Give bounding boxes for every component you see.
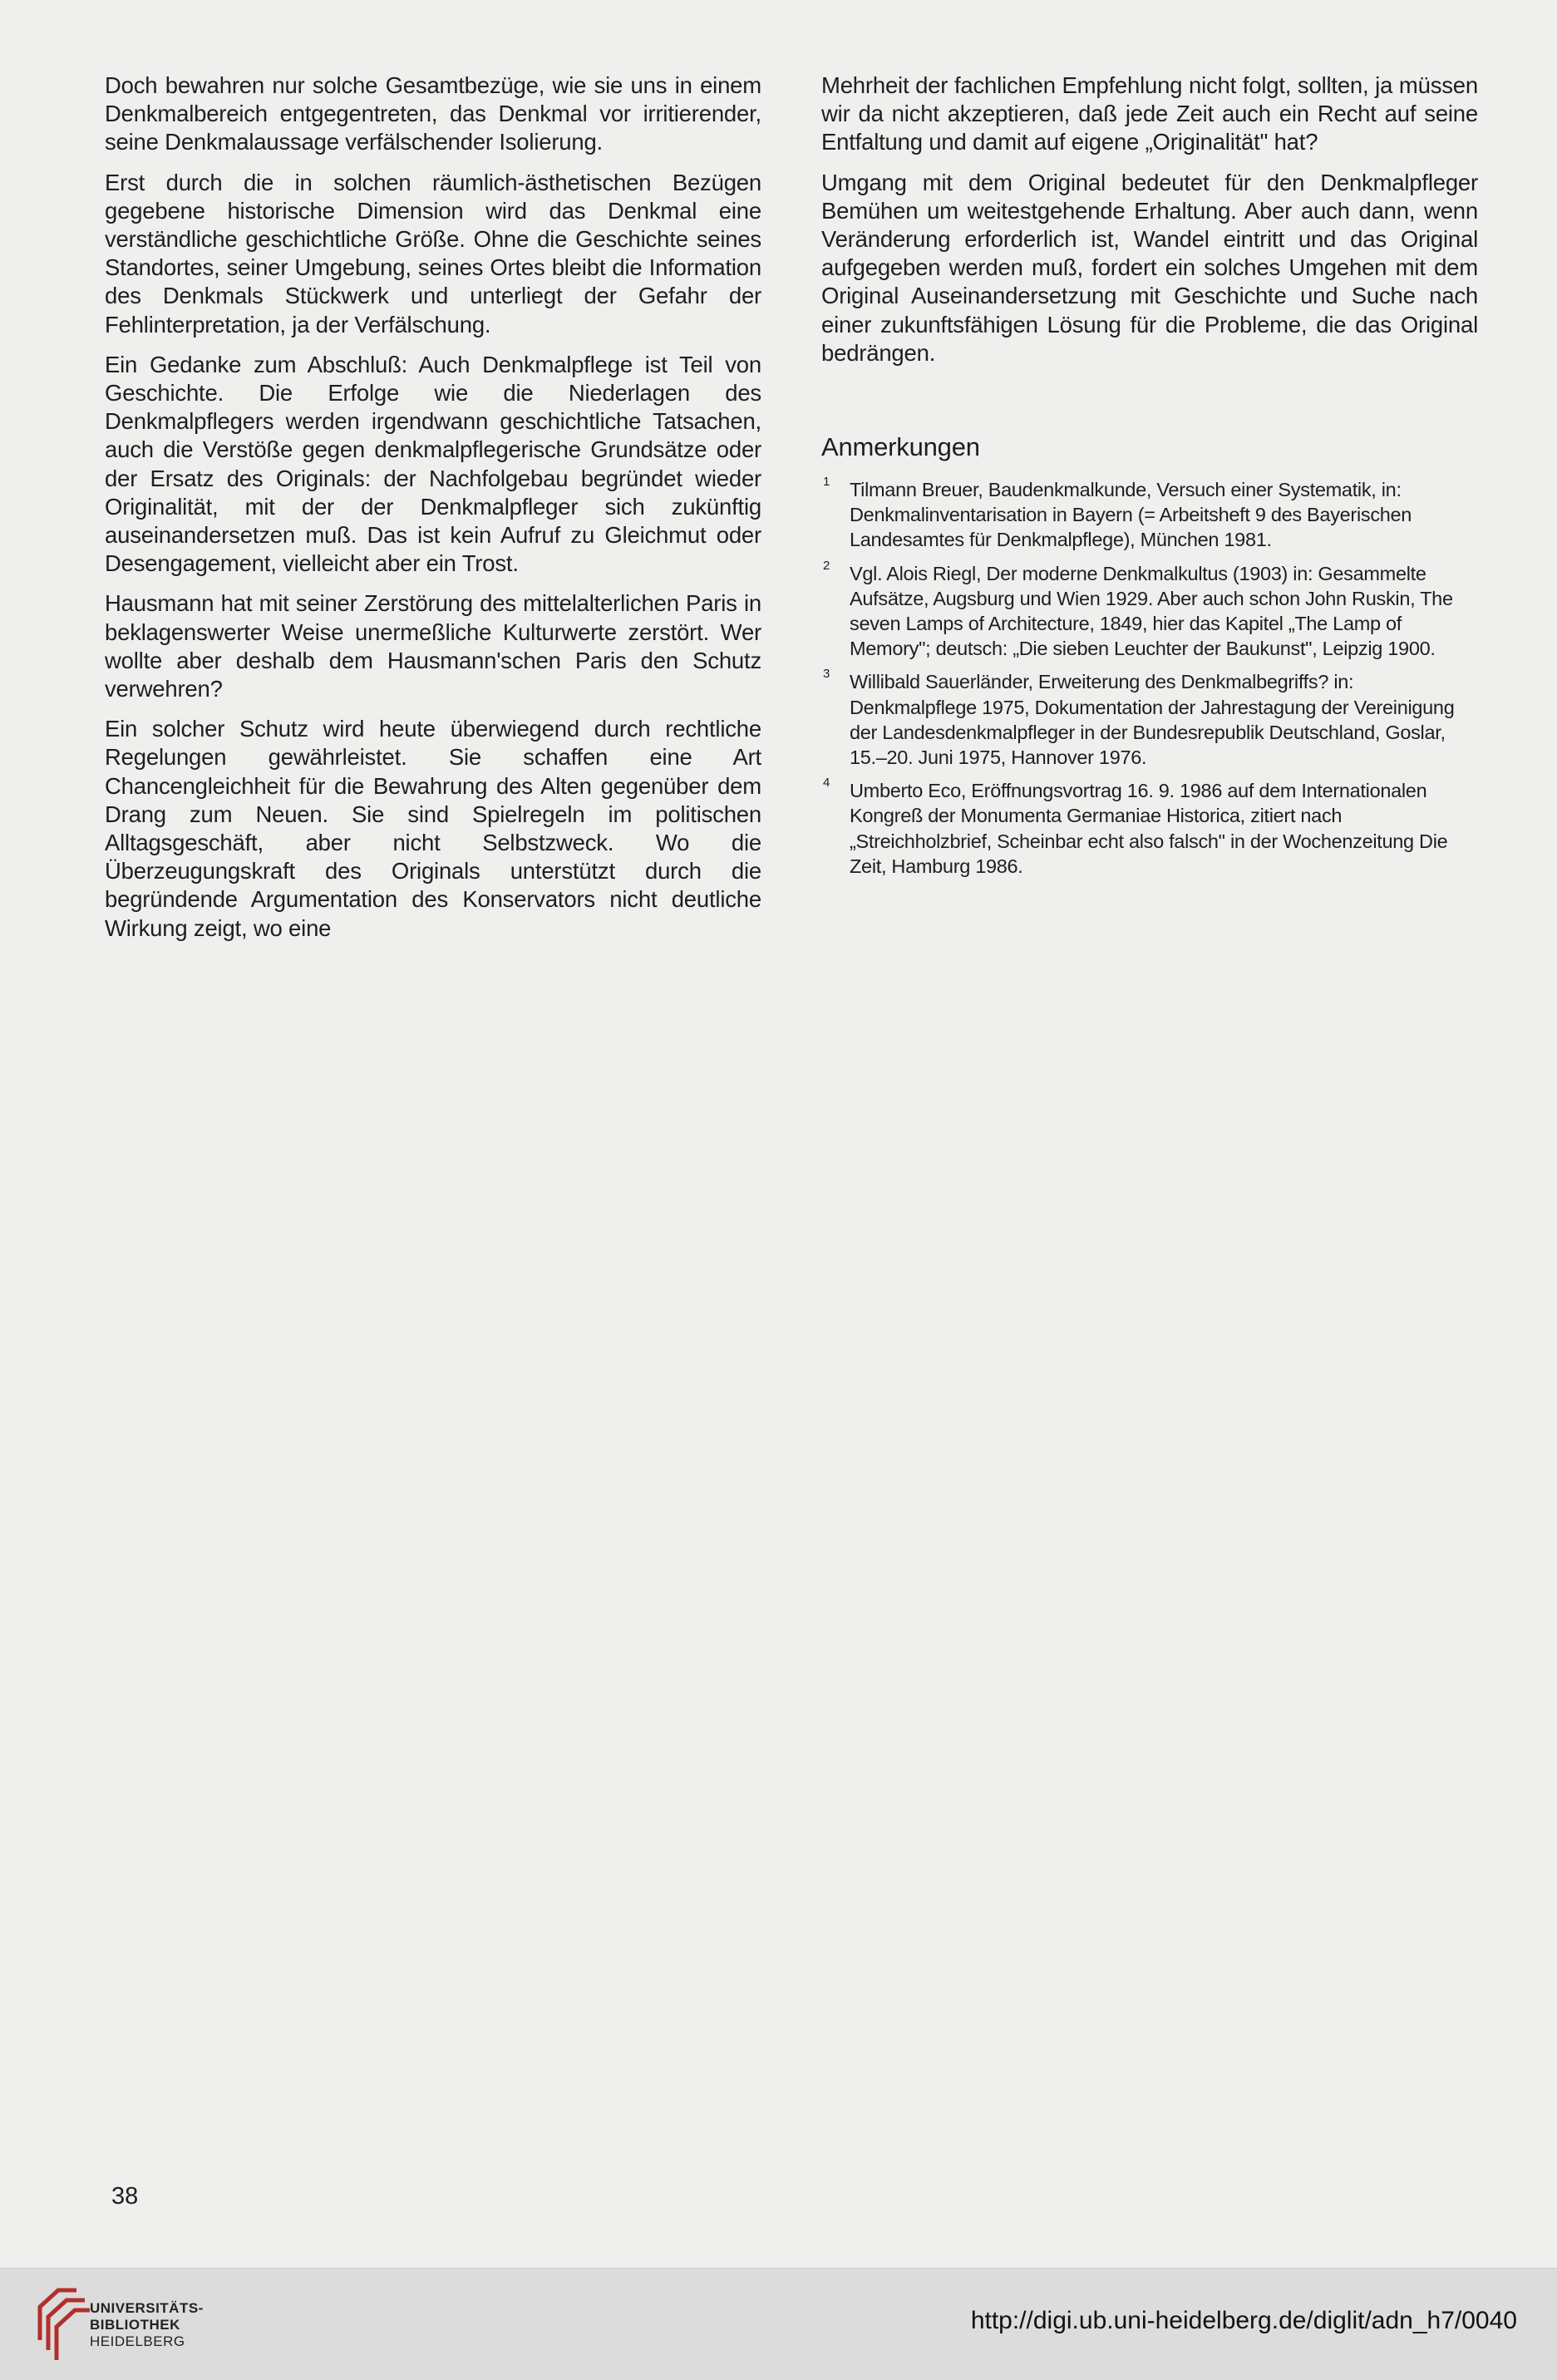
left-column	[105, 71, 761, 954]
library-name-line: HEIDELBERG	[90, 2333, 185, 2349]
permalink-url[interactable]: http://digi.ub.uni-heidelberg.de/diglit/adn_h7/0040	[970, 2307, 1517, 2334]
paragraph: Erst durch die in solchen räumlich-ästhetischen Bezügen gegebene historische Dimension wird das Denkmal eine verständliche geschichtliche Größe. Ohne die Geschichte seines Standortes, seiner Umgebung, seines Ortes bleibt die Information des Denkmals Stückwerk und unterliegt der Gefahr der Fehlinterpretation, ja der Verfälschung.	[105, 169, 761, 338]
footnote	[821, 669, 1478, 770]
right-column	[821, 71, 1478, 887]
footnote-text: Vgl. Alois Riegl, Der moderne Denkmalkultus (1903) in: Gesammelte Aufsätze, Augsburg und Wien 1929. Aber auch schon John Ruskin, The seven Lamps of Architecture, 1849, hier das Kapitel „The Lamp of Memory"; deutsch: „Die sieben Leuchter der Baukunst", Leipzig 1900.	[850, 562, 1453, 660]
paragraph: Mehrheit der fachlichen Empfehlung nicht folgt, sollten, ja müssen wir da nicht akzeptieren, daß jede Zeit auch ein Recht auf seine Entfaltung und damit auf eigene „Originalität" hat?	[821, 72, 1478, 155]
footnote-number: 4	[823, 776, 830, 791]
viewer-footer	[0, 2268, 1557, 2380]
footnote	[821, 558, 1478, 662]
library-logo-icon[interactable]	[33, 2282, 93, 2365]
footnote-text: Tilmann Breuer, Baudenkmalkunde, Versuch einer Systematik, in: Denkmalinventarisation in Bayern (= Arbeitsheft 9 des Bayerischen Landesamtes für Denkmalpflege), München 1981.	[850, 479, 1412, 551]
paragraph: Hausmann hat mit seiner Zerstörung des mittelalterlichen Paris in beklagenswerter Weise unermeßliche Kulturwerte zerstört. Wer wollte aber deshalb dem Hausmann'schen Paris den Schutz verwehren?	[105, 590, 761, 702]
paragraph: Ein Gedanke zum Abschluß: Auch Denkmalpflege ist Teil von Geschichte. Die Erfolge wie die Niederlagen des Denkmalpflegers werden irgendwann geschichtliche Tatsachen, auch die Verstöße gegen denkmalpflegerische Grundsätze oder der Ersatz des Originals: der Nachfolgebau begründet wieder Originalität, mit der der Denkmalpfleger sich zukünftig auseinandersetzen muß. Das ist kein Aufruf zu Gleichmut oder Desengagement, vielleicht aber ein Trost.	[105, 351, 761, 577]
paragraph: Ein solcher Schutz wird heute überwiegend durch rechtliche Regelungen gewährleistet. Sie schaffen eine Art Chancengleichheit für die Bewahrung des Alten gegenüber dem Drang zum Neuen. Sie sind Spielregeln im politischen Alltagsgeschäft, aber nicht Selbstzweck. Wo die Überzeugungskraft des Originals unterstützt durch die begründende Argumentation des Konservators nicht deutliche Wirkung zeigt, wo eine	[105, 716, 761, 941]
library-name-line: UNIVERSITÄTS-	[90, 2300, 204, 2316]
library-name[interactable]	[90, 2300, 204, 2350]
notes-list	[821, 477, 1478, 879]
footnote-number: 2	[823, 558, 830, 573]
footnote-text: Umberto Eco, Eröffnungsvortrag 16. 9. 1986 auf dem Internationalen Kongreß der Monumenta Germaniae Historica, zitiert nach „Streichholzbrief, Scheinbar echt also falsch" in der Wochenzeitung Die Zeit, Hamburg 1986.	[850, 780, 1448, 877]
paragraph: Umgang mit dem Original bedeutet für den Denkmalpfleger Bemühen um weitestgehende Erhaltung. Aber auch dann, wenn Veränderung erforderlich ist, Wandel eintritt und das Original aufgegeben werden muß, fordert ein solches Umgehen mit dem Original Auseinandersetzung mit Geschichte und Suche nach einer zukunftsfähigen Lösung für die Probleme, die das Original bedrängen.	[821, 169, 1478, 366]
page-number: 38	[111, 2183, 139, 2210]
footnote	[821, 477, 1478, 553]
footnote	[821, 778, 1478, 879]
library-name-line: BIBLIOTHEK	[90, 2317, 180, 2333]
paragraph: Doch bewahren nur solche Gesamtbezüge, wie sie uns in einem Denkmalbereich entgegentreten, das Denkmal vor irritierender, seine Denkmalaussage verfälschender Isolierung.	[105, 72, 761, 155]
notes-heading: Anmerkungen	[821, 432, 980, 462]
footnote-number: 1	[823, 475, 830, 490]
footnote-number: 3	[823, 667, 830, 682]
footnote-text: Willibald Sauerländer, Erweiterung des Denkmalbegriffs? in: Denkmalpflege 1975, Dokumentation der Jahrestagung der Vereinigung der Landesdenkmalpfleger in der Bundesrepublik Deutschland, Goslar, 15.–20. Juni 1975, Hannover 1976.	[850, 671, 1455, 769]
